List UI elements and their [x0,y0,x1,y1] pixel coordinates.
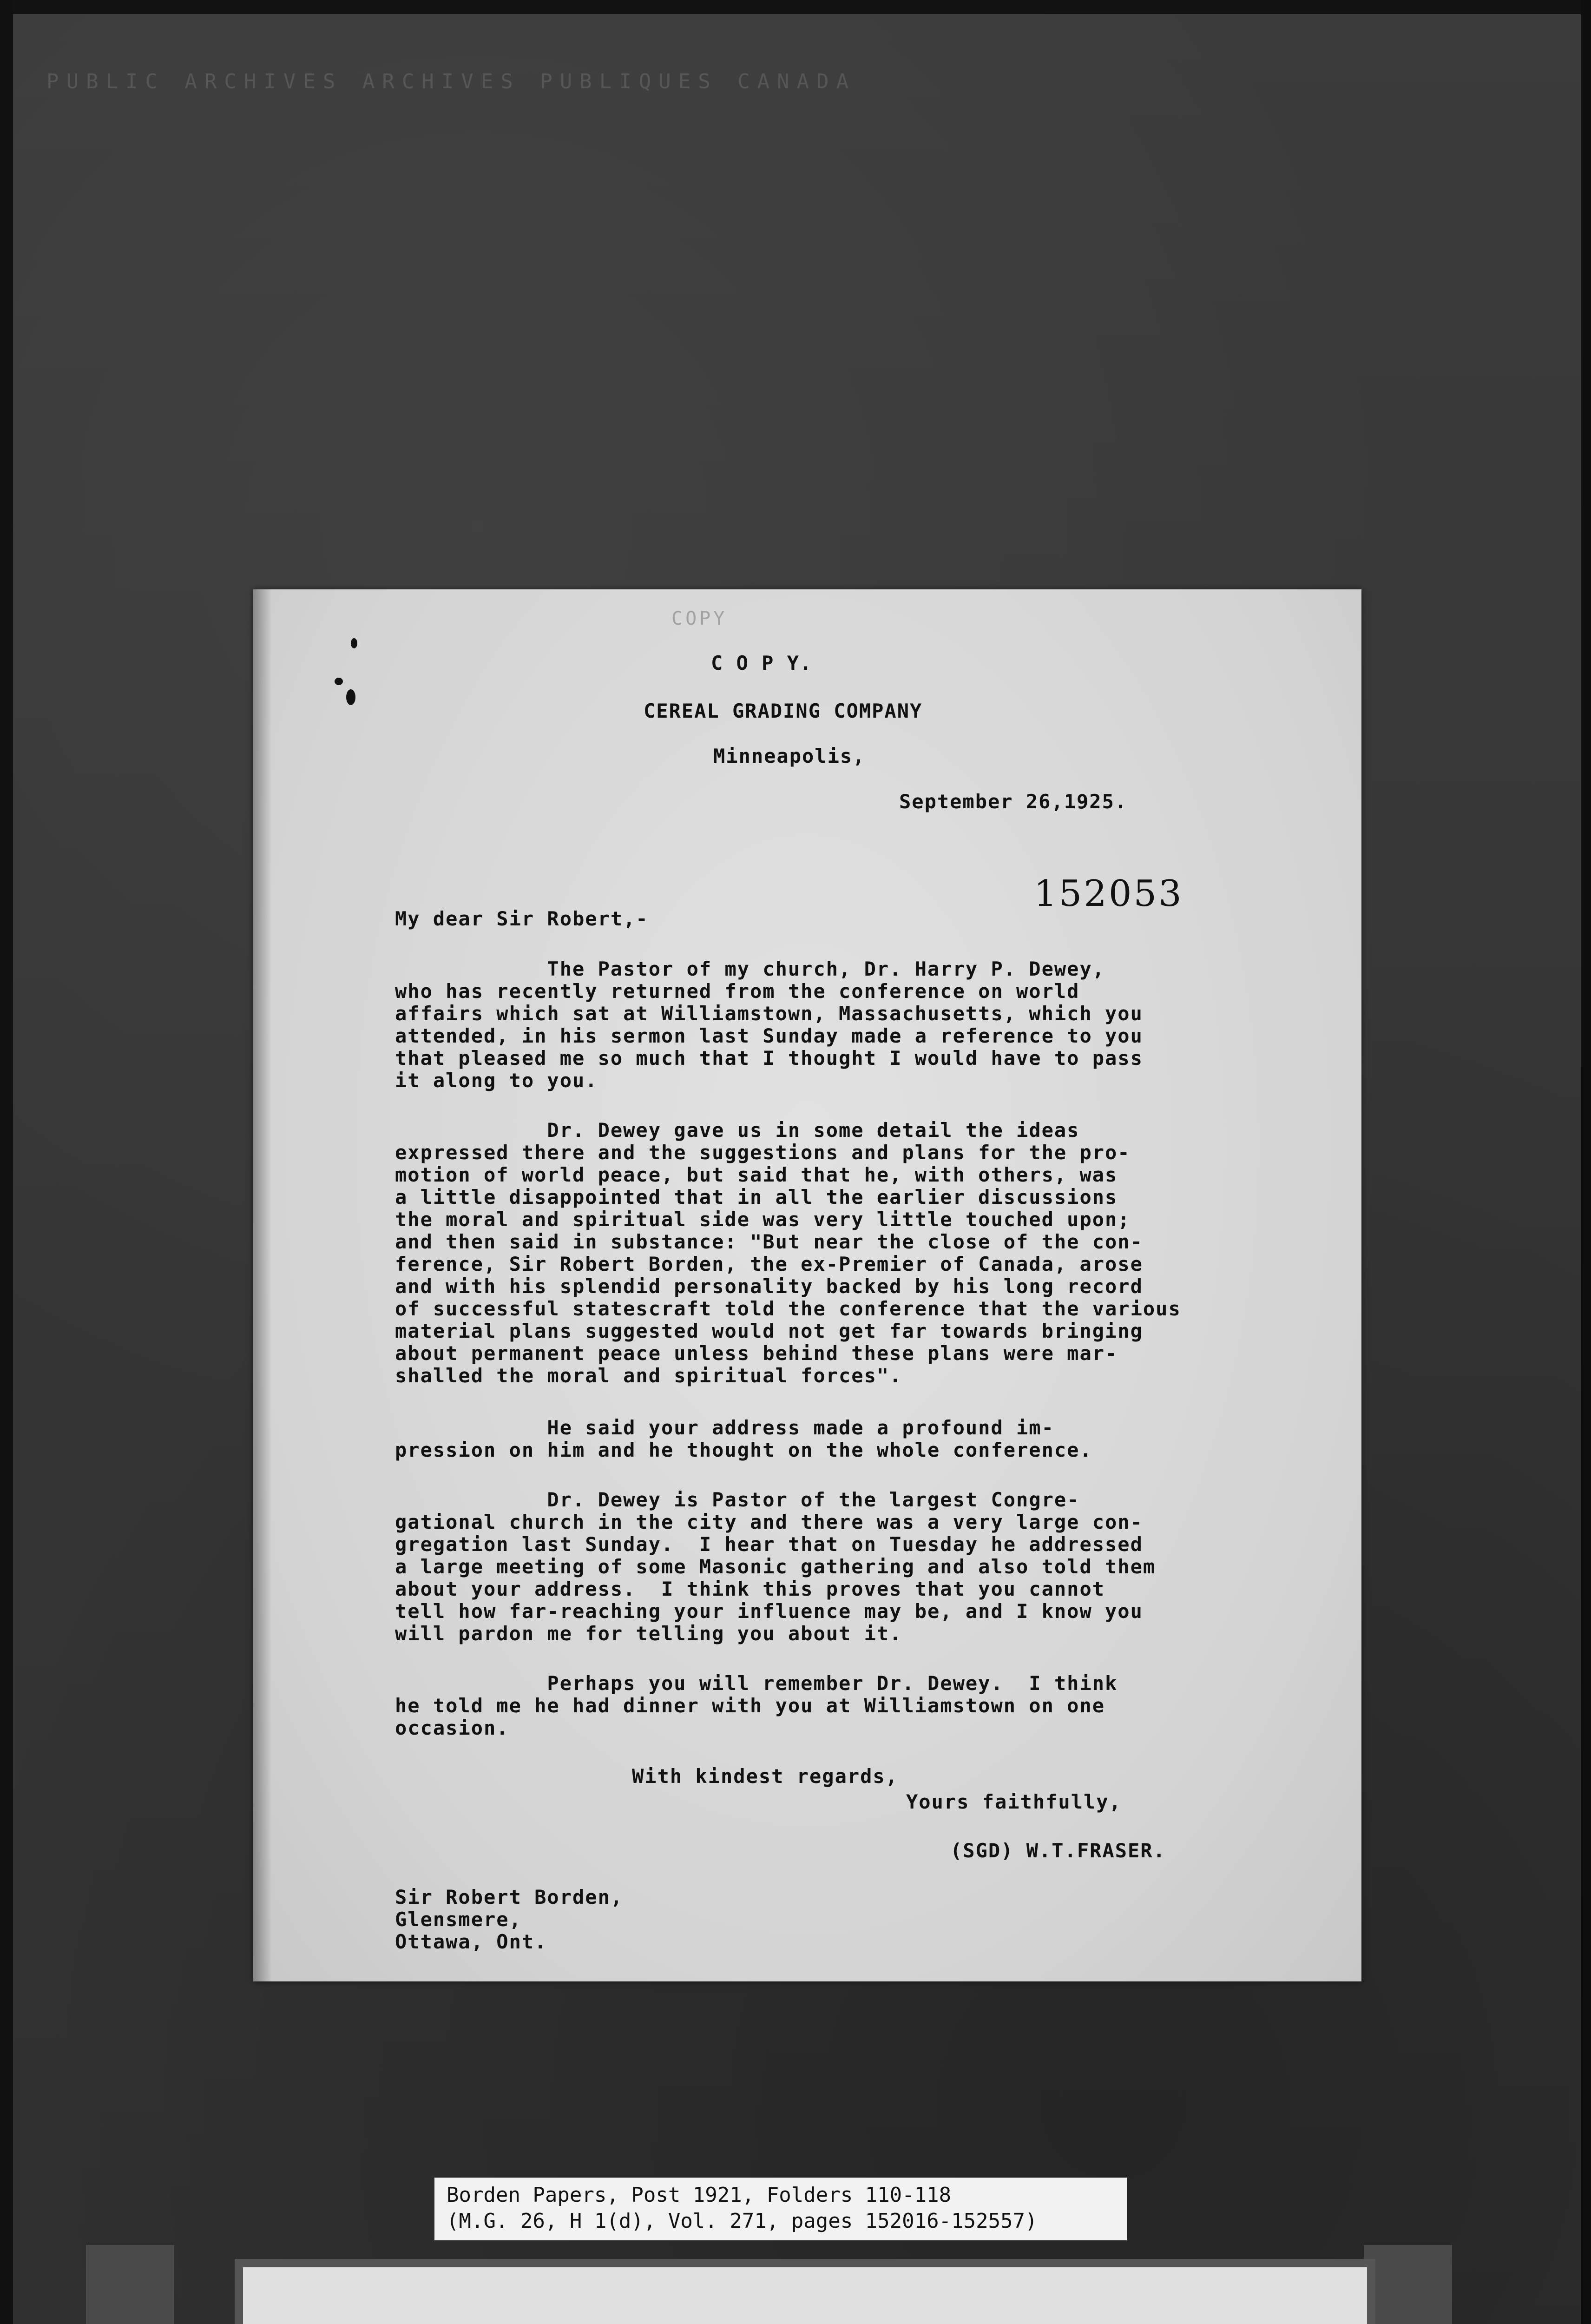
letter-line: a little disappointed that in all the earlier discussions [395,1186,1118,1208]
letter-line: Perhaps you will remember Dr. Dewey. I think [395,1672,1118,1695]
letter-line: and then said in substance: "But near the close of the con- [395,1230,1143,1253]
letter-line: about your address. I think this proves that you cannot [395,1578,1105,1600]
letter-line: a large meeting of some Masonic gathering and also told them [395,1555,1156,1578]
frame-edge-right [1581,0,1591,2324]
letter-line: gational church in the city and there was a very large con- [395,1511,1143,1533]
letter-signoff: Yours faithfully, [906,1790,1122,1813]
letter-line: shalled the moral and spiritual forces". [395,1364,902,1387]
letter-heading-copy: C O P Y. [711,652,813,674]
board-clip-left [86,2245,174,2324]
letter-company: CEREAL GRADING COMPANY [644,700,923,722]
faint-stamp: COPY [671,608,728,629]
reference-line: Borden Papers, Post 1921, Folders 110-118 [447,2183,952,2207]
letter-line: he told me he had dinner with you at Williamstown on one [395,1694,1105,1717]
letter-line: He said your address made a profound im- [395,1416,1054,1439]
page-number: 152053 [1034,873,1183,915]
letter-line: affairs which sat at Williamstown, Massachusetts, which you [395,1002,1143,1025]
letter-line: occasion. [395,1717,509,1739]
board-clip-right [1364,2245,1452,2324]
letter-line: material plans suggested would not get far towards bringing [395,1320,1143,1342]
archives-board [235,2259,1375,2324]
letter-line: pression on him and he thought on the whole conference. [395,1439,1092,1461]
letter-closing-regards: With kindest regards, [632,1765,899,1788]
letter-city: Minneapolis, [713,745,866,767]
film-strip-text: PUBLIC ARCHIVES ARCHIVES PUBLIQUES CANADA [46,70,856,93]
frame-edge-top [0,0,1591,14]
letter-line: attended, in his sermon last Sunday made a reference to you [395,1024,1143,1047]
letter-line: that pleased me so much that I thought I would have to pass [395,1047,1143,1070]
letter-line: the moral and spiritual side was very little touched upon; [395,1208,1131,1231]
letter-line: motion of world peace, but said that he, with others, was [395,1163,1118,1186]
letter-line: it along to you. [395,1069,598,1092]
punch-mark-icon [335,678,343,685]
letter-line: and with his splendid personality backed by his long record [395,1275,1143,1298]
letter-line: Dr. Dewey gave us in some detail the ideas [395,1119,1080,1142]
letter-line: ference, Sir Robert Borden, the ex-Premier of Canada, arose [395,1253,1143,1275]
letter-signature: (SGD) W.T.FRASER. [950,1839,1166,1862]
punch-mark-icon [346,689,355,705]
address-line: Ottawa, Ont. [395,1930,547,1953]
reference-label [434,2178,1127,2240]
address-line: Glensmere, [395,1908,522,1931]
letter-line: about permanent peace unless behind these plans were mar- [395,1342,1118,1365]
letter-salutation: My dear Sir Robert,- [395,907,649,930]
punch-mark-icon [351,638,357,648]
letter-line: gregation last Sunday. I hear that on Tuesday he addressed [395,1533,1143,1556]
letter-line: The Pastor of my church, Dr. Harry P. Dewey, [395,957,1105,980]
letter-page [253,589,1361,1981]
letter-line: who has recently returned from the conference on world [395,980,1080,1003]
letter-line: will pardon me for telling you about it. [395,1622,902,1645]
page-edge-shadow [253,589,272,1981]
reference-line: (M.G. 26, H 1(d), Vol. 271, pages 152016-152557) [447,2209,1038,2233]
letter-date: September 26,1925. [899,790,1128,813]
letter-line: expressed there and the suggestions and plans for the pro- [395,1141,1131,1164]
address-line: Sir Robert Borden, [395,1886,624,1908]
frame-edge-left [0,0,13,2324]
letter-line: Dr. Dewey is Pastor of the largest Congre- [395,1488,1080,1511]
letter-line: tell how far-reaching your influence may be, and I know you [395,1600,1143,1623]
letter-line: of successful statescraft told the conference that the various [395,1297,1181,1320]
